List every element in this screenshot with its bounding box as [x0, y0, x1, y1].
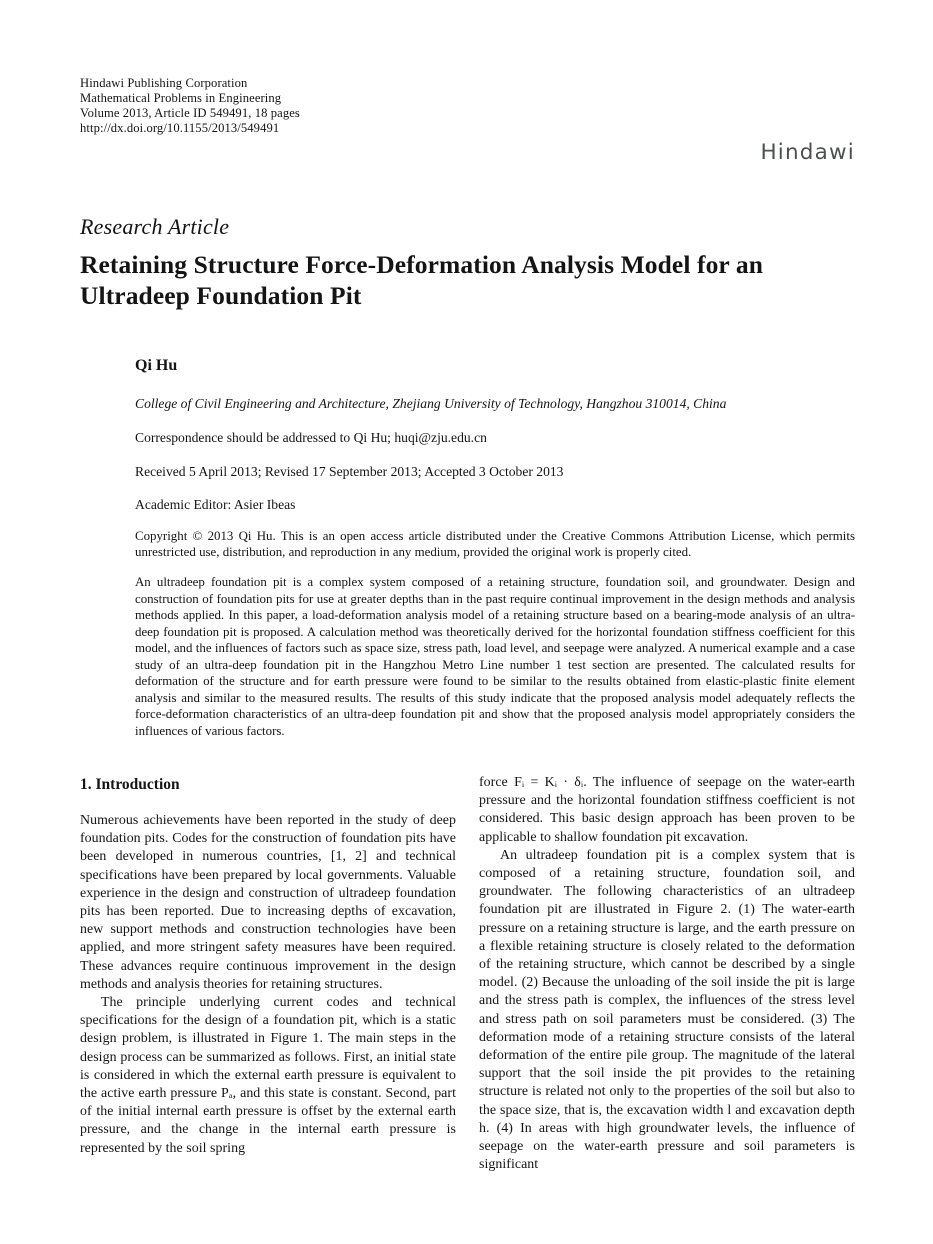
doi-link: http://dx.doi.org/10.1155/2013/549491: [80, 121, 280, 135]
publisher-name: Hindawi Publishing Corporation: [80, 76, 248, 90]
correspondence-line: Correspondence should be addressed to Qi Hu; huqi@zju.edu.cn: [135, 430, 487, 445]
introduction-section: [80, 774, 855, 1174]
copyright-notice: Copyright © 2013 Qi Hu. This is an open access article distributed under the Creative Commons Attribution License, which permits unrestricted use, distribution, and reproduction in any medium, provided the original work is properly cited.: [135, 529, 855, 559]
author-affiliation: College of Civil Engineering and Architecture, Zhejiang University of Technology, Hangzhou 310014, China: [135, 396, 727, 411]
article-meta: [135, 357, 855, 739]
logo-row: [80, 140, 855, 165]
article-title: Retaining Structure Force-Deformation Analysis Model for an Ultradeep Foundation Pit: [80, 250, 763, 310]
publisher-block: [80, 76, 855, 136]
right-column: [479, 774, 855, 1174]
intro-paragraph-2-continued: force Fᵢ = Kᵢ · δᵢ. The influence of seepage on the water-earth pressure and the horizontal foundation stiffness coefficient is not considered. This basic design approach has been proven to be applicable to shallow foundation pit excavation.: [479, 775, 855, 845]
intro-paragraph-3: An ultradeep foundation pit is a complex system that is composed of a retaining structure, foundation soil, and groundwater. The following characteristics of an ultradeep foundation pit are illustrated in Figure 2. (1) The water-earth pressure on a retaining structure is large, and the earth pressure on a flexible retaining structure is closely related to the deformation of the retaining structure, which cannot be described by a single model. (2) Because the unloading of the soil inside the pit is large and the stress path is complex, the influences of the stress level and stress path on soil parameters must be considered. (3) The deformation mode of a retaining structure consists of the lateral deformation of the entire pile group. The magnitude of the lateral support that the soil inside the pit provides to the retaining structure is related not only to the properties of the soil but also to the space size, that is, the excavation width l and excavation depth h. (4) In areas with high groundwater levels, the influence of seepage on the water-earth pressure and soil parameters is significant: [479, 847, 855, 1173]
abstract-text: An ultradeep foundation pit is a complex system composed of a retaining structure, foundation soil, and groundwater. Design and construction of foundation pits for use at greater depths than in the past require continual improvement in the design methods and analysis methods applied. In this paper, a load-deformation analysis model of a retaining structure based on a bearing-mode analysis of an ultra-deep foundation pit is proposed. A calculation method was theoretically derived for the horizontal foundation stiffness coefficient for this model, and the influences of factors such as space size, stress path, load level, and seepage were analyzed. A numerical example and a case study of an ultra-deep foundation pit in the Hangzhou Metro Line number 1 test section are presented. The calculated results for deformation of the structure and for earth pressure were found to be similar to the results obtained from elastic-plastic finite element analysis and similar to the measured results. The results of this study indicate that the proposed analysis model adequately reflects the force-deformation characteristics of an ultra-deep foundation pit and show that the proposed analysis model appropriately considers the influences of various factors.: [135, 575, 855, 738]
intro-paragraph-2: The principle underlying current codes and technical specifications for the design of a foundation pit, which is a static design problem, is illustrated in Figure 1. The main steps in the design process can be summarized as follows. First, an initial state is considered in which the external earth pressure is equivalent to the active earth pressure Pₐ, and this state is constant. Second, part of the initial internal earth pressure is offset by the external earth pressure, and the change in the internal earth pressure is represented by the soil spring: [80, 995, 456, 1156]
revision-history: Received 5 April 2013; Revised 17 September 2013; Accepted 3 October 2013: [135, 464, 564, 479]
section-heading-introduction: 1. Introduction: [80, 776, 180, 793]
volume-article-id: Volume 2013, Article ID 549491, 18 pages: [80, 106, 300, 120]
academic-editor: Academic Editor: Asier Ibeas: [135, 497, 296, 512]
intro-paragraph-1: Numerous achievements have been reported in the study of deep foundation pits. Codes for the construction of foundation pits have been developed in numerous countries, [1, 2] and technical specifications have been prepared by local governments. Valuable experience in the design and construction of ultradeep foundation pits has been reported. Due to increasing depths of excavation, new support methods and construction technologies have been applied, and more stringent safety measures have been required. These advances require continuous improvement in the design methods and analysis theories for retaining structures.: [80, 813, 456, 992]
author-name: Qi Hu: [135, 357, 178, 374]
hindawi-logo: Hindawi: [760, 140, 855, 165]
article-type-label: Research Article: [80, 214, 230, 239]
journal-name: Mathematical Problems in Engineering: [80, 91, 282, 105]
left-column: [80, 774, 456, 1174]
